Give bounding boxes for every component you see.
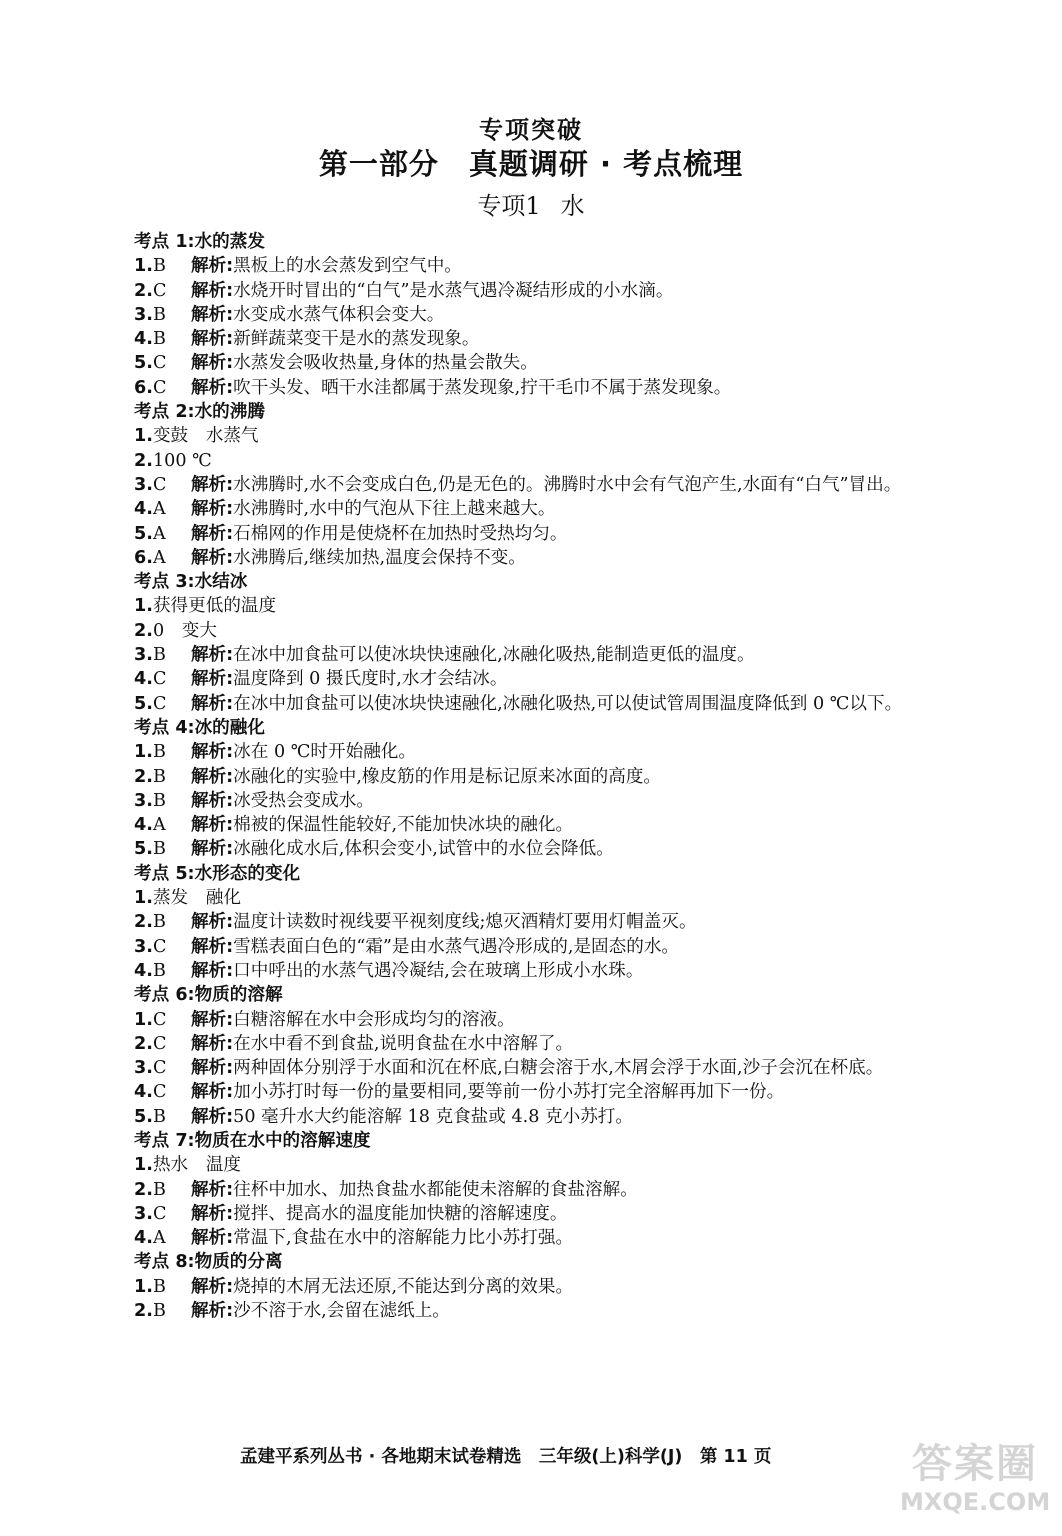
answer-item xyxy=(90,1178,960,1202)
item-text: 新鲜蔬菜变干是水的蒸发现象。 xyxy=(233,329,480,350)
section-heading: 考点 5:水形态的变化 xyxy=(134,863,301,884)
answer-item xyxy=(90,594,960,618)
item-text: 冰在 0 ℃时开始融化。 xyxy=(233,742,416,763)
answer-content xyxy=(90,230,960,1323)
answer-item xyxy=(90,789,960,813)
item-label: 解析: xyxy=(190,960,234,981)
item-text: 烧掉的木屑无法还原,不能达到分离的效果。 xyxy=(233,1276,574,1297)
item-number: 4. xyxy=(134,1228,153,1249)
answer-item xyxy=(90,1275,960,1299)
item-answer: B xyxy=(152,1106,166,1127)
answer-item xyxy=(90,1226,960,1250)
item-number: 5. xyxy=(134,693,153,714)
item-answer: C xyxy=(152,1058,167,1079)
item-answer: B xyxy=(152,256,166,277)
answer-item xyxy=(90,886,960,910)
item-label: 解析: xyxy=(190,329,234,350)
item-answer: B xyxy=(152,329,166,350)
item-text: 冰受热会变成水。 xyxy=(233,790,374,811)
item-label: 解析: xyxy=(190,742,234,763)
item-text: 热水 温度 xyxy=(152,1155,241,1176)
item-label: 解析: xyxy=(190,790,234,811)
item-number: 2. xyxy=(134,1179,153,1200)
answer-item xyxy=(90,619,960,643)
answer-item xyxy=(90,254,960,278)
answer-item xyxy=(90,376,960,400)
answer-item xyxy=(90,837,960,861)
item-answer: B xyxy=(152,1301,166,1322)
item-answer: A xyxy=(152,1228,166,1249)
item-number: 2. xyxy=(134,620,153,641)
watermark-url: MXQE.COM xyxy=(900,1488,1051,1516)
item-answer: C xyxy=(152,474,167,495)
answer-item xyxy=(90,692,960,716)
answer-item xyxy=(90,813,960,837)
answer-item xyxy=(90,1080,960,1104)
item-text: 冰融化的实验中,橡皮筋的作用是标记原来冰面的高度。 xyxy=(233,766,662,787)
item-label: 解析: xyxy=(190,1033,234,1054)
answer-item xyxy=(90,643,960,667)
item-number: 2. xyxy=(134,450,153,471)
section-heading: 考点 1:水的蒸发 xyxy=(134,232,265,252)
item-text: 吹干头发、晒干水洼都属于蒸发现象,拧干毛巾不属于蒸发现象。 xyxy=(233,377,732,398)
topic-name: 水 xyxy=(560,192,585,220)
item-answer: B xyxy=(152,912,166,933)
item-label: 解析: xyxy=(190,499,234,520)
item-number: 2. xyxy=(134,280,153,301)
item-label: 解析: xyxy=(190,693,234,714)
item-text: 在水中看不到食盐,说明食盐在水中溶解了。 xyxy=(233,1033,574,1054)
item-number: 1. xyxy=(134,426,153,447)
item-answer: C xyxy=(152,353,167,374)
item-label: 解析: xyxy=(190,1058,234,1079)
item-text: 常温下,食盐在水中的溶解能力比小苏打强。 xyxy=(233,1228,574,1249)
item-label: 解析: xyxy=(190,1009,234,1030)
page-footer: 孟建平系列丛书 · 各地期末试卷精选 三年级(上)科学(J) 第 11 页 xyxy=(240,1447,772,1467)
item-number: 4. xyxy=(134,815,153,836)
item-number: 2. xyxy=(134,912,153,933)
item-answer: C xyxy=(152,936,167,957)
item-label: 解析: xyxy=(190,377,234,398)
item-text: 石棉网的作用是使烧杯在加热时受热均匀。 xyxy=(233,523,568,544)
item-text: 黑板上的水会蒸发到空气中。 xyxy=(233,256,462,277)
item-answer: A xyxy=(152,523,166,544)
item-answer: A xyxy=(152,815,166,836)
section-heading: 考点 6:物质的溶解 xyxy=(134,985,283,1006)
item-label: 解析: xyxy=(190,839,234,860)
answer-item xyxy=(90,1056,960,1080)
item-answer: C xyxy=(152,280,167,301)
item-text: 冰融化成水后,体积会变小,试管中的水位会降低。 xyxy=(233,839,614,860)
item-text: 水烧开时冒出的“白气”是水蒸气遇冷凝结形成的小水滴。 xyxy=(233,280,674,301)
item-label: 解析: xyxy=(190,1203,234,1224)
item-number: 1. xyxy=(134,742,153,763)
item-answer: C xyxy=(152,1082,167,1103)
item-number: 1. xyxy=(134,1276,153,1297)
item-answer: B xyxy=(152,645,166,666)
answer-item xyxy=(90,1299,960,1323)
item-label: 解析: xyxy=(190,523,234,544)
answer-item xyxy=(90,1008,960,1032)
watermark xyxy=(900,1440,1050,1528)
item-label: 解析: xyxy=(190,815,234,836)
item-number: 5. xyxy=(134,353,153,374)
item-number: 1. xyxy=(134,1155,153,1176)
item-number: 4. xyxy=(134,499,153,520)
item-text: 口中呼出的水蒸气遇冷凝结,会在玻璃上形成小水珠。 xyxy=(233,960,644,981)
item-label: 解析: xyxy=(190,912,234,933)
item-label: 解析: xyxy=(190,1106,234,1127)
item-number: 3. xyxy=(134,1203,153,1224)
item-text: 水蒸发会吸收热量,身体的热量会散失。 xyxy=(233,353,538,374)
item-text: 获得更低的温度 xyxy=(152,596,277,617)
series-title: 专项突破 xyxy=(479,116,583,144)
item-text: 雪糕表面白色的“霜”是由水蒸气遇冷形成的,是固态的水。 xyxy=(233,936,680,957)
answer-item xyxy=(90,1202,960,1226)
part-title: 第一部分 真题调研 · 考点梳理 xyxy=(318,147,744,181)
item-text: 在冰中加食盐可以使冰块快速融化,冰融化吸热,可以使试管周围温度降低到 0 ℃以下。 xyxy=(233,693,903,714)
item-label: 解析: xyxy=(190,1228,234,1249)
answer-item xyxy=(90,740,960,764)
item-label: 解析: xyxy=(190,936,234,957)
item-text: 水沸腾后,继续加热,温度会保持不变。 xyxy=(233,547,526,568)
item-text: 温度降到 0 摄氏度时,水才会结冰。 xyxy=(233,669,508,690)
item-answer: B xyxy=(152,839,166,860)
item-text: 加小苏打时每一份的量要相同,要等前一份小苏打完全溶解再加下一份。 xyxy=(233,1082,785,1103)
item-label: 解析: xyxy=(190,1082,234,1103)
answer-item xyxy=(90,1153,960,1177)
item-answer: C xyxy=(152,1203,167,1224)
item-number: 4. xyxy=(134,960,153,981)
item-label: 解析: xyxy=(190,474,234,495)
answer-item xyxy=(90,1105,960,1129)
item-answer: B xyxy=(152,766,166,787)
item-number: 4. xyxy=(134,1082,153,1103)
item-number: 4. xyxy=(134,329,153,350)
item-number: 2. xyxy=(134,1301,153,1322)
item-answer: B xyxy=(152,304,166,325)
item-answer: B xyxy=(152,960,166,981)
answer-item xyxy=(90,959,960,983)
answer-item xyxy=(90,935,960,959)
item-answer: B xyxy=(152,790,166,811)
item-label: 解析: xyxy=(190,645,234,666)
item-number: 3. xyxy=(134,474,153,495)
item-number: 3. xyxy=(134,645,153,666)
section-heading: 考点 4:冰的融化 xyxy=(134,717,265,738)
item-text: 棉被的保温性能较好,不能加快冰块的融化。 xyxy=(233,815,574,836)
answer-item xyxy=(90,424,960,448)
answer-item xyxy=(90,1032,960,1056)
item-text: 搅拌、提高水的温度能加快糖的溶解速度。 xyxy=(233,1203,568,1224)
item-label: 解析: xyxy=(190,280,234,301)
item-number: 3. xyxy=(134,304,153,325)
item-number: 1. xyxy=(134,888,153,909)
item-text: 温度计读数时视线要平视刻度线;熄灭酒精灯要用灯帽盖灭。 xyxy=(233,912,697,933)
answer-item xyxy=(90,522,960,546)
item-number: 5. xyxy=(134,1106,153,1127)
item-label: 解析: xyxy=(190,766,234,787)
answer-item xyxy=(90,910,960,934)
item-answer: C xyxy=(152,1009,167,1030)
item-text: 100 ℃ xyxy=(152,450,212,471)
item-number: 2. xyxy=(134,1033,153,1054)
item-number: 3. xyxy=(134,936,153,957)
topic-title xyxy=(0,186,1062,221)
watermark-logo: 答案圈 xyxy=(912,1441,1038,1487)
item-label: 解析: xyxy=(190,547,234,568)
item-label: 解析: xyxy=(190,1179,234,1200)
answer-item xyxy=(90,765,960,789)
section-heading: 考点 3:水结冰 xyxy=(134,572,248,593)
answer-item xyxy=(90,497,960,521)
item-text: 变鼓 水蒸气 xyxy=(152,426,259,447)
answer-item xyxy=(90,473,960,497)
item-answer: C xyxy=(152,669,167,690)
item-text: 往杯中加水、加热食盐水都能使未溶解的食盐溶解。 xyxy=(233,1179,638,1200)
item-text: 水沸腾时,水不会变成白色,仍是无色的。沸腾时水中会有气泡产生,水面有“白气”冒出。 xyxy=(233,474,902,495)
answer-item xyxy=(90,667,960,691)
item-number: 1. xyxy=(134,256,153,277)
item-text: 沙不溶于水,会留在滤纸上。 xyxy=(233,1301,450,1322)
item-label: 解析: xyxy=(190,256,234,277)
item-label: 解析: xyxy=(190,1301,234,1322)
item-label: 解析: xyxy=(190,1276,234,1297)
section-heading: 考点 7:物质在水中的溶解速度 xyxy=(134,1130,371,1151)
item-text: 两种固体分别浮于水面和沉在杯底,白糖会溶于水,木屑会浮于水面,沙子会沉在杯底。 xyxy=(233,1058,884,1079)
item-label: 解析: xyxy=(190,669,234,690)
item-answer: C xyxy=(152,377,167,398)
item-answer: A xyxy=(152,547,166,568)
answer-item xyxy=(90,449,960,473)
section-heading: 考点 8:物质的分离 xyxy=(134,1252,283,1273)
item-number: 1. xyxy=(134,596,153,617)
item-number: 6. xyxy=(134,547,153,568)
item-answer: B xyxy=(152,742,166,763)
item-text: 0 变大 xyxy=(152,620,217,641)
item-number: 5. xyxy=(134,523,153,544)
item-number: 3. xyxy=(134,1058,153,1079)
item-number: 5. xyxy=(134,839,153,860)
item-answer: B xyxy=(152,1179,166,1200)
section-heading: 考点 2:水的沸腾 xyxy=(134,402,265,423)
topic-number: 专项1 xyxy=(477,192,541,220)
answer-item xyxy=(90,351,960,375)
item-number: 1. xyxy=(134,1009,153,1030)
answer-item xyxy=(90,546,960,570)
item-text: 蒸发 融化 xyxy=(152,888,241,909)
item-answer: C xyxy=(152,1033,167,1054)
item-number: 6. xyxy=(134,377,153,398)
item-text: 水变成水蒸气体积会变大。 xyxy=(233,304,445,325)
item-text: 白糖溶解在水中会形成均匀的溶液。 xyxy=(233,1009,515,1030)
item-text: 50 毫升水大约能溶解 18 克食盐或 4.8 克小苏打。 xyxy=(233,1106,633,1127)
item-answer: C xyxy=(152,693,167,714)
item-number: 3. xyxy=(134,790,153,811)
item-answer: A xyxy=(152,499,166,520)
item-text: 在冰中加食盐可以使冰块快速融化,冰融化吸热,能制造更低的温度。 xyxy=(233,645,755,666)
answer-item xyxy=(90,303,960,327)
item-number: 2. xyxy=(134,766,153,787)
item-text: 水沸腾时,水中的气泡从下往上越来越大。 xyxy=(233,499,556,520)
answer-item xyxy=(90,327,960,351)
item-label: 解析: xyxy=(190,353,234,374)
item-number: 4. xyxy=(134,669,153,690)
answer-item xyxy=(90,279,960,303)
item-label: 解析: xyxy=(190,304,234,325)
item-answer: B xyxy=(152,1276,166,1297)
